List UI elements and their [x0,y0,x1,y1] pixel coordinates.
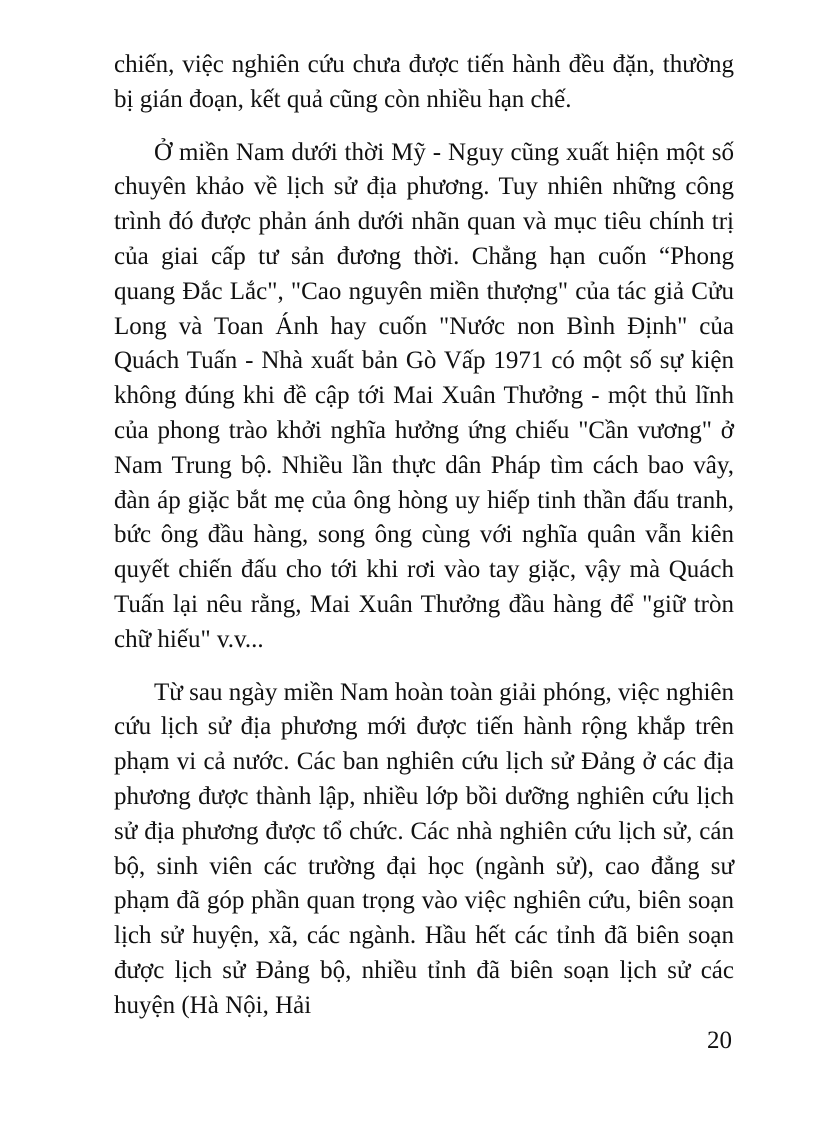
paragraph-gap [114,658,734,676]
paragraph-south-vietnam-studies: Ở miền Nam dưới thời Mỹ - Nguy cũng xuất hiện một số chuyên khảo về lịch sử địa phương. Tuy nhiên những công trình đó được phản ánh dưới nhãn quan và mục tiêu chính trị của giai cấp tư sản đương thời. Chẳng hạn cuốn “Phong quang Đắc Lắc", "Cao nguyên miền thượng" của tác giả Cửu Long và Toan Ánh hay cuốn "Nước non Bình Định" của Quách Tuấn - Nhà xuất bản Gò Vấp 1971 có một số sự kiện không đúng khi đề cập tới Mai Xuân Thưởng - một thủ lĩnh của phong trào khởi nghĩa hưởng ứng chiếu "Cần vương" ở Nam Trung bộ. Nhiều lần thực dân Pháp tìm cách bao vây, đàn áp giặc bắt mẹ của ông hòng uy hiếp tinh thần đấu tranh, bức ông đầu hàng, song ông cùng với nghĩa quân vẫn kiên quyết chiến đấu cho tới khi rơi vào tay giặc, vậy mà Quách Tuấn lại nêu rằng, Mai Xuân Thưởng đầu hàng để "giữ tròn chữ hiếu" v.v... [114,138,734,653]
paragraph-continuation: chiến, việc nghiên cứu chưa được tiến hành đều đặn, thường bị gián đoạn, kết quả cũng còn nhiều hạn chế. [114,51,734,113]
page-body [114,48,734,1024]
paragraph-after-liberation: Từ sau ngày miền Nam hoàn toàn giải phóng, việc nghiên cứu lịch sử địa phương mới được tiến hành rộng khắp trên phạm vi cả nước. Các ban nghiên cứu lịch sử Đảng ở các địa phương được thành lập, nhiều lớp bồi dưỡng nghiên cứu lịch sử địa phương được tổ chức. Các nhà nghiên cứu lịch sử, cán bộ, sinh viên các trường đại học (ngành sử), cao đẳng sư phạm đã góp phần quan trọng vào việc nghiên cứu, biên soạn lịch sử huyện, xã, các ngành. Hầu hết các tỉnh đã biên soạn được lịch sử Đảng bộ, nhiều tỉnh đã biên soạn lịch sử các huyện (Hà Nội, Hải [114,678,734,1019]
page-number: 20 [707,1027,732,1054]
paragraph-gap [114,118,734,136]
